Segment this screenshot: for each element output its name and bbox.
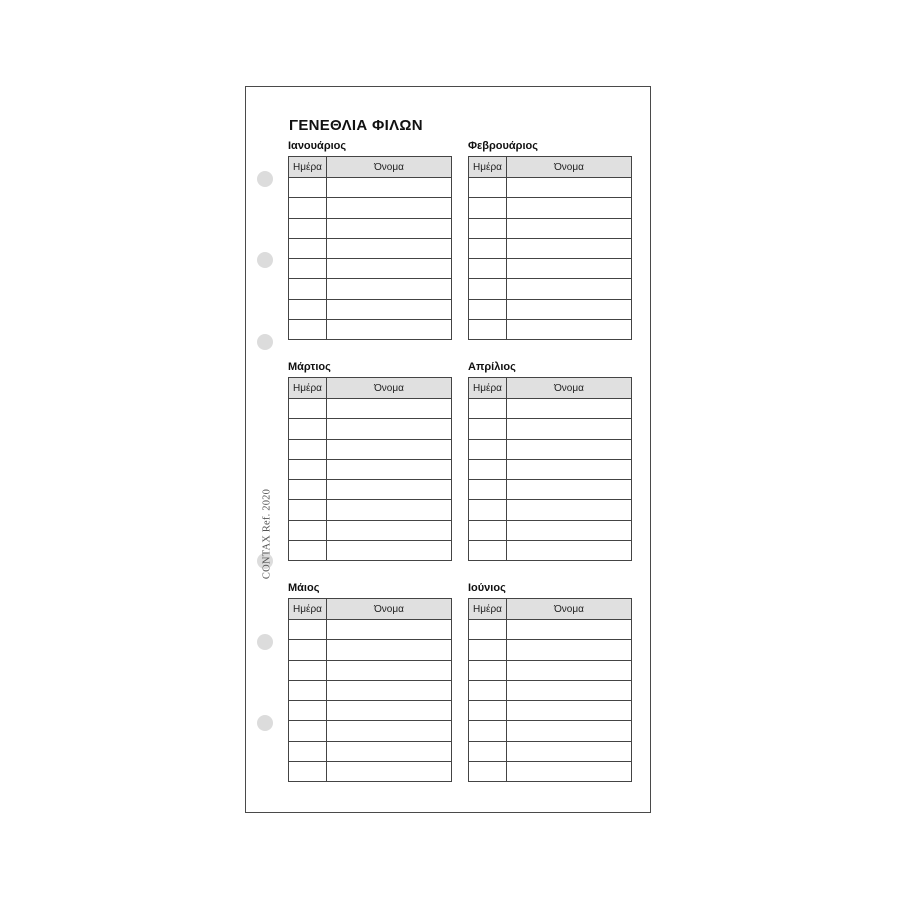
name-cell[interactable] (507, 541, 632, 561)
name-cell[interactable] (507, 500, 632, 520)
day-cell[interactable] (469, 500, 507, 520)
table-row (469, 279, 632, 299)
birthday-table (468, 377, 632, 561)
table-row (469, 238, 632, 258)
table-row (289, 660, 452, 680)
name-cell[interactable] (327, 701, 452, 721)
day-cell[interactable] (289, 541, 327, 561)
day-cell[interactable] (289, 701, 327, 721)
table-row (469, 500, 632, 520)
table-row (469, 459, 632, 479)
day-cell[interactable] (289, 399, 327, 419)
name-cell[interactable] (327, 178, 452, 198)
day-cell[interactable] (289, 198, 327, 218)
month-name: Φεβρουάριος (468, 140, 538, 152)
name-column-header: Όνομα (507, 378, 632, 399)
day-cell[interactable] (469, 419, 507, 439)
day-cell[interactable] (289, 620, 327, 640)
table-row (469, 419, 632, 439)
day-cell[interactable] (469, 680, 507, 700)
table-row (289, 480, 452, 500)
name-cell[interactable] (327, 480, 452, 500)
table-row (469, 320, 632, 340)
name-cell[interactable] (507, 520, 632, 540)
table-row (469, 399, 632, 419)
name-cell[interactable] (327, 279, 452, 299)
name-cell[interactable] (507, 419, 632, 439)
day-cell[interactable] (469, 198, 507, 218)
day-cell[interactable] (289, 320, 327, 340)
table-row (469, 701, 632, 721)
day-cell[interactable] (469, 520, 507, 540)
table-header-row (289, 599, 452, 620)
day-cell[interactable] (289, 299, 327, 319)
name-cell[interactable] (327, 439, 452, 459)
birthday-table (288, 598, 452, 782)
name-cell[interactable] (327, 419, 452, 439)
name-cell[interactable] (327, 541, 452, 561)
table-header-row (469, 599, 632, 620)
day-cell[interactable] (469, 480, 507, 500)
table-row (469, 198, 632, 218)
table-row (469, 660, 632, 680)
month-name: Ιανουάριος (288, 140, 347, 152)
punch-hole (257, 634, 273, 650)
name-cell[interactable] (507, 238, 632, 258)
day-cell[interactable] (469, 640, 507, 660)
day-cell[interactable] (289, 218, 327, 238)
name-cell[interactable] (507, 480, 632, 500)
day-column-header: Ημέρα (469, 378, 507, 399)
table-header-row (469, 157, 632, 178)
day-cell[interactable] (289, 259, 327, 279)
table-row (289, 701, 452, 721)
punch-hole (257, 334, 273, 350)
day-cell[interactable] (469, 541, 507, 561)
day-cell[interactable] (469, 299, 507, 319)
birthday-table (288, 377, 452, 561)
day-cell[interactable] (469, 218, 507, 238)
table-row (289, 259, 452, 279)
table-row (289, 520, 452, 540)
name-cell[interactable] (507, 620, 632, 640)
month-name: Ιούνιος (468, 582, 506, 594)
table-row (469, 259, 632, 279)
name-cell[interactable] (507, 701, 632, 721)
day-cell[interactable] (469, 439, 507, 459)
table-row (469, 721, 632, 741)
day-cell[interactable] (469, 762, 507, 782)
table-header-row (289, 378, 452, 399)
table-row (289, 741, 452, 761)
table-row (469, 541, 632, 561)
day-cell[interactable] (469, 399, 507, 419)
name-cell[interactable] (327, 198, 452, 218)
side-reference-text: CONTAX Ref. 2020 (261, 488, 273, 580)
name-cell[interactable] (327, 620, 452, 640)
day-cell[interactable] (289, 279, 327, 299)
day-cell[interactable] (469, 660, 507, 680)
name-cell[interactable] (507, 721, 632, 741)
day-cell[interactable] (289, 238, 327, 258)
day-cell[interactable] (289, 419, 327, 439)
day-cell[interactable] (289, 459, 327, 479)
day-cell[interactable] (289, 660, 327, 680)
table-row (289, 620, 452, 640)
name-cell[interactable] (507, 279, 632, 299)
name-cell[interactable] (507, 299, 632, 319)
day-cell[interactable] (289, 520, 327, 540)
day-cell[interactable] (469, 259, 507, 279)
punch-hole (257, 715, 273, 731)
name-column-header: Όνομα (327, 599, 452, 620)
name-cell[interactable] (507, 660, 632, 680)
name-cell[interactable] (327, 238, 452, 258)
table-header-row (469, 378, 632, 399)
day-column-header: Ημέρα (469, 157, 507, 178)
table-row (289, 439, 452, 459)
day-cell[interactable] (469, 320, 507, 340)
day-cell[interactable] (289, 741, 327, 761)
punch-hole (257, 171, 273, 187)
table-row (289, 419, 452, 439)
name-column-header: Όνομα (327, 378, 452, 399)
day-column-header: Ημέρα (469, 599, 507, 620)
month-name: Απρίλιος (468, 361, 516, 373)
name-cell[interactable] (327, 459, 452, 479)
table-row (289, 721, 452, 741)
name-cell[interactable] (507, 762, 632, 782)
day-cell[interactable] (469, 279, 507, 299)
name-column-header: Όνομα (507, 157, 632, 178)
day-column-header: Ημέρα (289, 378, 327, 399)
table-row (469, 218, 632, 238)
name-cell[interactable] (507, 399, 632, 419)
name-cell[interactable] (507, 259, 632, 279)
birthday-table (468, 598, 632, 782)
name-cell[interactable] (327, 520, 452, 540)
day-column-header: Ημέρα (289, 599, 327, 620)
name-cell[interactable] (327, 762, 452, 782)
table-row (289, 218, 452, 238)
name-cell[interactable] (327, 500, 452, 520)
name-cell[interactable] (327, 680, 452, 700)
name-cell[interactable] (327, 660, 452, 680)
table-row (469, 741, 632, 761)
table-row (289, 762, 452, 782)
month-name: Μάρτιος (288, 361, 331, 373)
name-cell[interactable] (327, 399, 452, 419)
day-cell[interactable] (469, 741, 507, 761)
birthday-table (288, 156, 452, 340)
name-cell[interactable] (327, 721, 452, 741)
name-cell[interactable] (327, 640, 452, 660)
day-cell[interactable] (469, 178, 507, 198)
day-cell[interactable] (469, 238, 507, 258)
day-cell[interactable] (469, 459, 507, 479)
table-row (289, 238, 452, 258)
day-cell[interactable] (469, 701, 507, 721)
table-row (469, 299, 632, 319)
day-cell[interactable] (289, 721, 327, 741)
table-header-row (289, 157, 452, 178)
name-cell[interactable] (507, 178, 632, 198)
name-cell[interactable] (327, 741, 452, 761)
day-cell[interactable] (289, 500, 327, 520)
month-name: Μάιος (288, 582, 320, 594)
name-cell[interactable] (327, 299, 452, 319)
table-row (289, 541, 452, 561)
name-cell[interactable] (327, 320, 452, 340)
table-row (469, 680, 632, 700)
name-cell[interactable] (507, 439, 632, 459)
name-cell[interactable] (507, 741, 632, 761)
day-cell[interactable] (289, 762, 327, 782)
day-cell[interactable] (289, 480, 327, 500)
table-row (469, 620, 632, 640)
table-row (289, 399, 452, 419)
table-row (289, 198, 452, 218)
table-row (289, 459, 452, 479)
name-column-header: Όνομα (327, 157, 452, 178)
day-column-header: Ημέρα (289, 157, 327, 178)
name-cell[interactable] (507, 218, 632, 238)
table-row (469, 640, 632, 660)
planner-sheet (245, 86, 651, 813)
day-cell[interactable] (469, 620, 507, 640)
table-row (289, 320, 452, 340)
table-row (289, 640, 452, 660)
punch-hole (257, 252, 273, 268)
page-title: ΓΕΝΕΘΛΙΑ ΦΙΛΩΝ (289, 117, 423, 134)
day-cell[interactable] (469, 721, 507, 741)
day-cell[interactable] (289, 680, 327, 700)
table-row (289, 299, 452, 319)
table-row (289, 279, 452, 299)
day-cell[interactable] (289, 439, 327, 459)
table-row (289, 680, 452, 700)
name-cell[interactable] (507, 459, 632, 479)
table-row (469, 480, 632, 500)
table-row (469, 520, 632, 540)
name-cell[interactable] (507, 680, 632, 700)
table-row (469, 178, 632, 198)
table-row (469, 762, 632, 782)
table-row (469, 439, 632, 459)
day-cell[interactable] (289, 178, 327, 198)
name-cell[interactable] (507, 640, 632, 660)
name-cell[interactable] (507, 198, 632, 218)
name-cell[interactable] (327, 218, 452, 238)
birthday-table (468, 156, 632, 340)
name-cell[interactable] (507, 320, 632, 340)
name-cell[interactable] (327, 259, 452, 279)
day-cell[interactable] (289, 640, 327, 660)
table-row (289, 500, 452, 520)
name-column-header: Όνομα (507, 599, 632, 620)
table-row (289, 178, 452, 198)
